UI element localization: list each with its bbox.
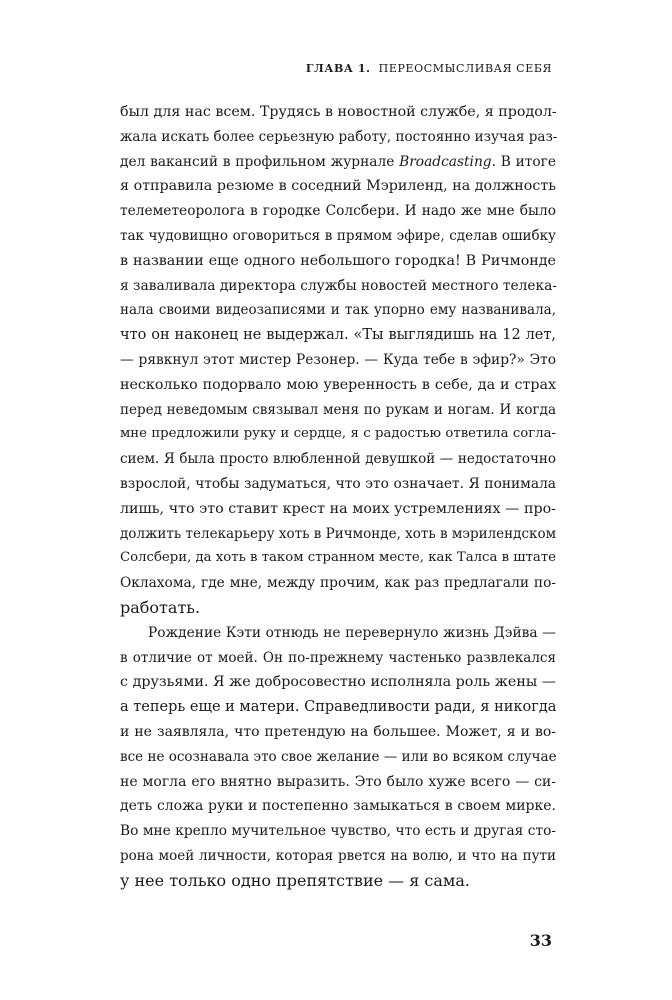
text-line: перед неведомым связывал меня по рукам и ногам. И когда (120, 401, 556, 418)
text-line: я заваливала директора службы новостей местного телека- (120, 277, 557, 294)
text-line: был для нас всем. Трудясь в новостной службе, я продол- (120, 104, 557, 120)
text-line: телеметеоролога в городке Солсбери. И надо же мне было (120, 203, 556, 220)
text-line: мне предложили руку и сердце, я с радостью ответила согла- (120, 426, 556, 442)
text-line: деть сложа руки и постепенно замыкаться в своем мирке. (120, 798, 556, 815)
text-line: и не заявляла, что претендую на большее. Может, я и во- (120, 723, 556, 740)
chapter-title: ПЕРЕОСМЫСЛИВАЯ СЕБЯ (378, 62, 552, 75)
magazine-title: Broadcasting (399, 153, 492, 170)
text-line: с друзьями. Я же добросовестно исполняла роль жены — (120, 674, 556, 691)
text-line: так чудовищно оговориться в прямом эфире, сделав ошибку (120, 227, 556, 244)
text-line: работать. (120, 597, 201, 617)
text-line: несколько подорвало мою уверенность в себе, да и страх (120, 376, 556, 393)
text-line: дел вакансий в профильном журнале Broadcasting. В итоге (120, 153, 556, 170)
text-line: все не осознавала это свое желание — или во всяком случае (120, 748, 557, 765)
text-line: лишь, что это ставит крест на моих устремлениях — про- (120, 500, 556, 517)
text-line: должить телекарьеру хоть в Ричмонде, хоть в мэрилендском (120, 525, 557, 542)
page-number: 33 (529, 931, 552, 950)
body-text (120, 100, 556, 894)
text-line: нала своими видеозаписями и так упорно ему названивала, (120, 302, 556, 319)
text-line: — рявкнул этот мистер Резонер. — Куда тебе в эфир?» Это (120, 351, 556, 368)
running-head (306, 62, 552, 75)
paragraph-1 (120, 100, 556, 621)
text-line: что он наконец не выдержал. «Ты выглядишь на 12 лет, (120, 327, 556, 344)
text-line: взрослой, чтобы задуматься, что это означает. Я понимала (120, 475, 556, 492)
text-line: Рождение Кэти отнюдь не перевернуло жизнь Дэйва — (148, 624, 556, 641)
chapter-number: ГЛАВА 1. (305, 62, 371, 75)
text-line: сием. Я была просто влюбленной девушкой — недостаточно (120, 451, 556, 468)
text-line: а теперь еще и матери. Справедливости ради, я никогда (120, 699, 557, 716)
text-line: в отличие от моей. Он по-прежнему частенько развлекался (120, 649, 556, 666)
text-line: жала искать более серьезную работу, постоянно изучая раз- (120, 128, 558, 145)
text-line: Оклахома, где мне, между прочим, как раз предлагали по- (120, 575, 556, 592)
paragraph-2 (120, 621, 556, 894)
text-line: я отправила резюме в соседний Мэриленд, на должность (120, 178, 556, 195)
text-line: не могла его внятно выразить. Это было хуже всего — си- (120, 773, 556, 790)
text-line: в названии еще одного небольшого городка! В Ричмонде (120, 252, 556, 269)
text-line: Солсбери, да хоть в таком странном месте, как Талса в штате (120, 550, 556, 566)
text-line: Во мне крепло мучительное чувство, что есть и другая сто- (120, 823, 556, 840)
text-line: рона моей личности, которая рвется на волю, и что на пути (120, 847, 556, 864)
text-line: у нее только одно препятствие — я сама. (120, 870, 470, 890)
